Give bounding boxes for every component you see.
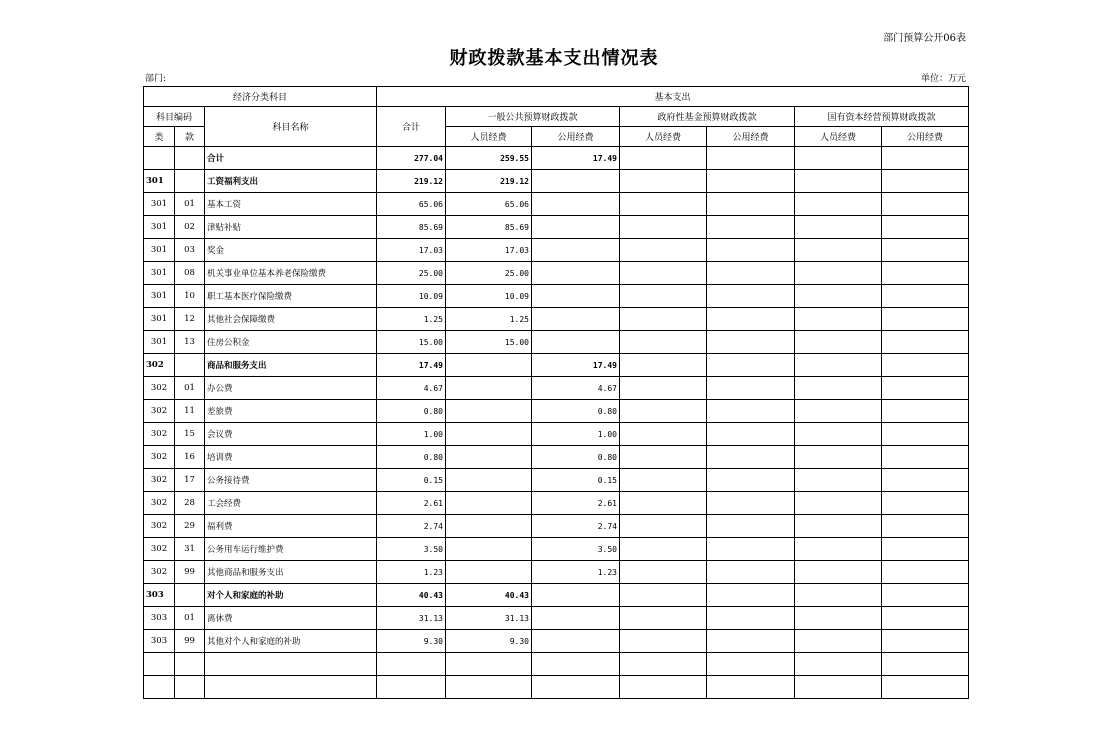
header-subject-code: 科目编码 — [144, 107, 205, 127]
cell-total: 40.43 — [377, 584, 446, 607]
cell-item: 12 — [175, 308, 205, 331]
cell-fund-personnel — [620, 354, 707, 377]
cell-fund-personnel — [620, 630, 707, 653]
cell-category: 302 — [144, 354, 175, 377]
cell-fund-public — [707, 262, 795, 285]
cell-fund-personnel — [620, 262, 707, 285]
table-row — [144, 308, 969, 331]
cell-capital-public — [882, 331, 969, 354]
cell-total: 4.67 — [377, 377, 446, 400]
cell-subject-name: 差旅费 — [205, 400, 377, 423]
table-row — [144, 607, 969, 630]
cell-general-public: 17.49 — [532, 147, 620, 170]
cell-capital-personnel — [795, 492, 882, 515]
table-row — [144, 377, 969, 400]
table-body — [144, 147, 969, 699]
cell-subject-name: 其他商品和服务支出 — [205, 561, 377, 584]
cell-fund-public — [707, 515, 795, 538]
cell-fund-personnel — [620, 308, 707, 331]
cell-category — [144, 653, 175, 676]
cell-capital-public — [882, 354, 969, 377]
cell-total: 2.61 — [377, 492, 446, 515]
cell-item: 31 — [175, 538, 205, 561]
table-row — [144, 331, 969, 354]
cell-fund-personnel — [620, 216, 707, 239]
cell-subject-name: 公务用车运行维护费 — [205, 538, 377, 561]
cell-item: 10 — [175, 285, 205, 308]
cell-category: 301 — [144, 331, 175, 354]
header-gov-fund: 政府性基金预算财政拨款 — [620, 107, 795, 127]
cell-fund-public — [707, 147, 795, 170]
cell-subject-name: 住房公积金 — [205, 331, 377, 354]
cell-total: 25.00 — [377, 262, 446, 285]
cell-capital-public — [882, 676, 969, 699]
cell-fund-personnel — [620, 377, 707, 400]
cell-total: 3.50 — [377, 538, 446, 561]
cell-fund-personnel — [620, 584, 707, 607]
cell-general-personnel: 9.30 — [446, 630, 532, 653]
cell-category: 301 — [144, 239, 175, 262]
table-row — [144, 584, 969, 607]
cell-general-public — [532, 607, 620, 630]
cell-item: 02 — [175, 216, 205, 239]
cell-subject-name: 机关事业单位基本养老保险缴费 — [205, 262, 377, 285]
cell-fund-public — [707, 377, 795, 400]
cell-general-personnel: 17.03 — [446, 239, 532, 262]
cell-capital-personnel — [795, 354, 882, 377]
cell-category: 303 — [144, 630, 175, 653]
cell-general-personnel — [446, 561, 532, 584]
cell-general-personnel: 85.69 — [446, 216, 532, 239]
cell-fund-personnel — [620, 561, 707, 584]
cell-general-public — [532, 285, 620, 308]
cell-fund-personnel — [620, 285, 707, 308]
table-row — [144, 285, 969, 308]
cell-capital-public — [882, 193, 969, 216]
table-row — [144, 630, 969, 653]
cell-category: 301 — [144, 308, 175, 331]
cell-category: 301 — [144, 285, 175, 308]
table-row — [144, 676, 969, 699]
cell-total: 1.23 — [377, 561, 446, 584]
cell-fund-public — [707, 239, 795, 262]
cell-fund-public — [707, 354, 795, 377]
cell-capital-personnel — [795, 239, 882, 262]
cell-capital-personnel — [795, 469, 882, 492]
cell-capital-public — [882, 492, 969, 515]
cell-subject-name: 对个人和家庭的补助 — [205, 584, 377, 607]
cell-fund-public — [707, 653, 795, 676]
cell-item — [175, 354, 205, 377]
cell-fund-personnel — [620, 446, 707, 469]
table-row — [144, 561, 969, 584]
cell-general-personnel: 65.06 — [446, 193, 532, 216]
cell-category: 301 — [144, 170, 175, 193]
cell-item — [175, 147, 205, 170]
cell-general-personnel: 31.13 — [446, 607, 532, 630]
cell-category: 302 — [144, 538, 175, 561]
cell-general-personnel: 259.55 — [446, 147, 532, 170]
cell-fund-public — [707, 446, 795, 469]
cell-general-public: 3.50 — [532, 538, 620, 561]
cell-item — [175, 584, 205, 607]
cell-general-personnel — [446, 515, 532, 538]
cell-item: 15 — [175, 423, 205, 446]
cell-capital-personnel — [795, 653, 882, 676]
header-item: 款 — [175, 127, 205, 147]
budget-table — [143, 86, 969, 699]
cell-capital-personnel — [795, 538, 882, 561]
cell-general-personnel — [446, 446, 532, 469]
header-state-capital: 国有资本经营预算财政拨款 — [795, 107, 969, 127]
cell-capital-public — [882, 446, 969, 469]
cell-total: 1.00 — [377, 423, 446, 446]
cell-general-public: 4.67 — [532, 377, 620, 400]
cell-subject-name: 离休费 — [205, 607, 377, 630]
cell-fund-public — [707, 400, 795, 423]
cell-subject-name: 商品和服务支出 — [205, 354, 377, 377]
cell-general-public: 0.80 — [532, 446, 620, 469]
cell-general-public — [532, 308, 620, 331]
cell-total: 1.25 — [377, 308, 446, 331]
cell-item: 01 — [175, 377, 205, 400]
cell-general-public — [532, 676, 620, 699]
cell-general-personnel: 219.12 — [446, 170, 532, 193]
cell-general-public — [532, 239, 620, 262]
header-capital-personnel: 人员经费 — [795, 127, 882, 147]
cell-general-personnel — [446, 469, 532, 492]
cell-general-public: 1.23 — [532, 561, 620, 584]
department-label: 部门: — [145, 74, 167, 84]
cell-fund-public — [707, 285, 795, 308]
cell-capital-public — [882, 561, 969, 584]
table-row — [144, 423, 969, 446]
cell-general-public — [532, 170, 620, 193]
header-fund-public: 公用经费 — [707, 127, 795, 147]
cell-capital-public — [882, 607, 969, 630]
cell-category: 302 — [144, 400, 175, 423]
form-number: 部门预算公开06表 — [883, 33, 966, 44]
cell-capital-personnel — [795, 676, 882, 699]
cell-item: 01 — [175, 193, 205, 216]
cell-fund-personnel — [620, 676, 707, 699]
cell-item: 16 — [175, 446, 205, 469]
table-row — [144, 446, 969, 469]
cell-category: 302 — [144, 446, 175, 469]
header-capital-public: 公用经费 — [882, 127, 969, 147]
cell-general-public: 17.49 — [532, 354, 620, 377]
cell-total — [377, 653, 446, 676]
cell-subject-name: 基本工资 — [205, 193, 377, 216]
cell-item: 11 — [175, 400, 205, 423]
cell-item: 28 — [175, 492, 205, 515]
cell-total: 10.09 — [377, 285, 446, 308]
cell-capital-public — [882, 469, 969, 492]
cell-general-public — [532, 630, 620, 653]
cell-total: 65.06 — [377, 193, 446, 216]
cell-total: 85.69 — [377, 216, 446, 239]
header-general-budget: 一般公共预算财政拨款 — [446, 107, 620, 127]
cell-general-public — [532, 193, 620, 216]
cell-category: 303 — [144, 584, 175, 607]
cell-item: 99 — [175, 630, 205, 653]
cell-fund-public — [707, 538, 795, 561]
cell-capital-public — [882, 538, 969, 561]
page-title: 财政拨款基本支出情况表 — [449, 48, 659, 69]
cell-fund-public — [707, 469, 795, 492]
header-general-public: 公用经费 — [532, 127, 620, 147]
cell-subject-name: 会议费 — [205, 423, 377, 446]
cell-fund-public — [707, 492, 795, 515]
cell-total: 2.74 — [377, 515, 446, 538]
cell-fund-personnel — [620, 147, 707, 170]
cell-subject-name: 办公费 — [205, 377, 377, 400]
cell-capital-personnel — [795, 170, 882, 193]
cell-total: 219.12 — [377, 170, 446, 193]
cell-category: 301 — [144, 193, 175, 216]
cell-fund-personnel — [620, 492, 707, 515]
cell-general-public — [532, 216, 620, 239]
cell-fund-personnel — [620, 538, 707, 561]
cell-category — [144, 676, 175, 699]
cell-fund-personnel — [620, 331, 707, 354]
header-basic-expense: 基本支出 — [377, 87, 969, 107]
cell-fund-public — [707, 423, 795, 446]
cell-fund-personnel — [620, 423, 707, 446]
cell-capital-public — [882, 653, 969, 676]
cell-capital-personnel — [795, 515, 882, 538]
cell-general-personnel — [446, 653, 532, 676]
cell-capital-personnel — [795, 423, 882, 446]
cell-capital-personnel — [795, 377, 882, 400]
cell-capital-public — [882, 262, 969, 285]
cell-capital-personnel — [795, 630, 882, 653]
cell-total: 31.13 — [377, 607, 446, 630]
cell-capital-public — [882, 377, 969, 400]
cell-capital-personnel — [795, 193, 882, 216]
cell-general-public — [532, 653, 620, 676]
table-row — [144, 193, 969, 216]
cell-category: 302 — [144, 469, 175, 492]
table-row — [144, 469, 969, 492]
cell-category: 302 — [144, 515, 175, 538]
cell-subject-name: 其他社会保障缴费 — [205, 308, 377, 331]
header-general-personnel: 人员经费 — [446, 127, 532, 147]
cell-general-public: 2.74 — [532, 515, 620, 538]
cell-subject-name: 福利费 — [205, 515, 377, 538]
table-row — [144, 354, 969, 377]
header-category: 类 — [144, 127, 175, 147]
cell-fund-personnel — [620, 170, 707, 193]
cell-category: 302 — [144, 561, 175, 584]
cell-general-public: 0.80 — [532, 400, 620, 423]
table-row — [144, 515, 969, 538]
cell-fund-public — [707, 170, 795, 193]
cell-capital-public — [882, 584, 969, 607]
cell-category: 303 — [144, 607, 175, 630]
cell-category: 301 — [144, 262, 175, 285]
cell-general-personnel — [446, 377, 532, 400]
cell-fund-public — [707, 607, 795, 630]
table-row — [144, 216, 969, 239]
cell-capital-personnel — [795, 216, 882, 239]
cell-subject-name: 工资福利支出 — [205, 170, 377, 193]
table-row — [144, 653, 969, 676]
cell-category: 301 — [144, 216, 175, 239]
cell-subject-name: 津贴补贴 — [205, 216, 377, 239]
cell-capital-personnel — [795, 331, 882, 354]
cell-subject-name: 合计 — [205, 147, 377, 170]
cell-total: 0.80 — [377, 446, 446, 469]
cell-general-public — [532, 331, 620, 354]
table-row — [144, 170, 969, 193]
cell-fund-public — [707, 193, 795, 216]
cell-fund-personnel — [620, 515, 707, 538]
cell-item — [175, 676, 205, 699]
cell-subject-name: 公务接待费 — [205, 469, 377, 492]
cell-fund-public — [707, 561, 795, 584]
cell-fund-public — [707, 584, 795, 607]
cell-subject-name — [205, 653, 377, 676]
cell-capital-personnel — [795, 561, 882, 584]
cell-general-personnel — [446, 400, 532, 423]
cell-capital-personnel — [795, 285, 882, 308]
cell-general-personnel — [446, 676, 532, 699]
table-row — [144, 538, 969, 561]
cell-subject-name: 其他对个人和家庭的补助 — [205, 630, 377, 653]
cell-subject-name: 奖金 — [205, 239, 377, 262]
cell-capital-personnel — [795, 147, 882, 170]
cell-general-personnel — [446, 492, 532, 515]
cell-subject-name — [205, 676, 377, 699]
cell-capital-public — [882, 147, 969, 170]
table-row — [144, 239, 969, 262]
cell-capital-public — [882, 216, 969, 239]
cell-fund-personnel — [620, 400, 707, 423]
cell-item: 01 — [175, 607, 205, 630]
table-row — [144, 492, 969, 515]
cell-subject-name: 工会经费 — [205, 492, 377, 515]
cell-capital-personnel — [795, 584, 882, 607]
cell-capital-public — [882, 308, 969, 331]
cell-item: 29 — [175, 515, 205, 538]
cell-total: 0.15 — [377, 469, 446, 492]
cell-general-public — [532, 262, 620, 285]
cell-category: 302 — [144, 492, 175, 515]
cell-subject-name: 职工基本医疗保险缴费 — [205, 285, 377, 308]
cell-category: 302 — [144, 377, 175, 400]
cell-item: 03 — [175, 239, 205, 262]
cell-total: 277.04 — [377, 147, 446, 170]
cell-capital-public — [882, 630, 969, 653]
cell-subject-name: 培训费 — [205, 446, 377, 469]
cell-fund-public — [707, 308, 795, 331]
cell-capital-personnel — [795, 308, 882, 331]
cell-fund-public — [707, 630, 795, 653]
cell-total: 15.00 — [377, 331, 446, 354]
cell-fund-public — [707, 216, 795, 239]
cell-item — [175, 653, 205, 676]
cell-fund-personnel — [620, 239, 707, 262]
header-econ-class: 经济分类科目 — [144, 87, 377, 107]
cell-fund-personnel — [620, 193, 707, 216]
cell-item: 17 — [175, 469, 205, 492]
header-total: 合计 — [377, 107, 446, 147]
cell-fund-personnel — [620, 607, 707, 630]
cell-capital-public — [882, 285, 969, 308]
cell-general-public: 0.15 — [532, 469, 620, 492]
cell-general-personnel: 25.00 — [446, 262, 532, 285]
cell-capital-personnel — [795, 262, 882, 285]
cell-total: 9.30 — [377, 630, 446, 653]
cell-fund-public — [707, 676, 795, 699]
cell-capital-public — [882, 423, 969, 446]
cell-general-personnel: 1.25 — [446, 308, 532, 331]
cell-fund-public — [707, 331, 795, 354]
header-fund-personnel: 人员经费 — [620, 127, 707, 147]
cell-capital-personnel — [795, 400, 882, 423]
cell-capital-personnel — [795, 607, 882, 630]
cell-general-personnel: 10.09 — [446, 285, 532, 308]
cell-capital-personnel — [795, 446, 882, 469]
table-row — [144, 262, 969, 285]
unit-label: 单位：万元 — [920, 74, 966, 84]
cell-item: 99 — [175, 561, 205, 584]
cell-category: 302 — [144, 423, 175, 446]
cell-total: 17.49 — [377, 354, 446, 377]
cell-capital-public — [882, 515, 969, 538]
cell-total: 17.03 — [377, 239, 446, 262]
cell-capital-public — [882, 239, 969, 262]
cell-total — [377, 676, 446, 699]
cell-general-personnel — [446, 423, 532, 446]
cell-general-personnel: 40.43 — [446, 584, 532, 607]
cell-general-personnel — [446, 354, 532, 377]
cell-item — [175, 170, 205, 193]
cell-general-personnel: 15.00 — [446, 331, 532, 354]
header-subject-name: 科目名称 — [205, 107, 377, 147]
cell-general-public — [532, 584, 620, 607]
table-row — [144, 147, 969, 170]
cell-general-public: 1.00 — [532, 423, 620, 446]
table-row — [144, 400, 969, 423]
cell-general-personnel — [446, 538, 532, 561]
cell-general-public: 2.61 — [532, 492, 620, 515]
cell-item: 08 — [175, 262, 205, 285]
cell-fund-personnel — [620, 469, 707, 492]
cell-capital-public — [882, 170, 969, 193]
cell-total: 0.80 — [377, 400, 446, 423]
cell-category — [144, 147, 175, 170]
cell-item: 13 — [175, 331, 205, 354]
cell-fund-personnel — [620, 653, 707, 676]
cell-capital-public — [882, 400, 969, 423]
